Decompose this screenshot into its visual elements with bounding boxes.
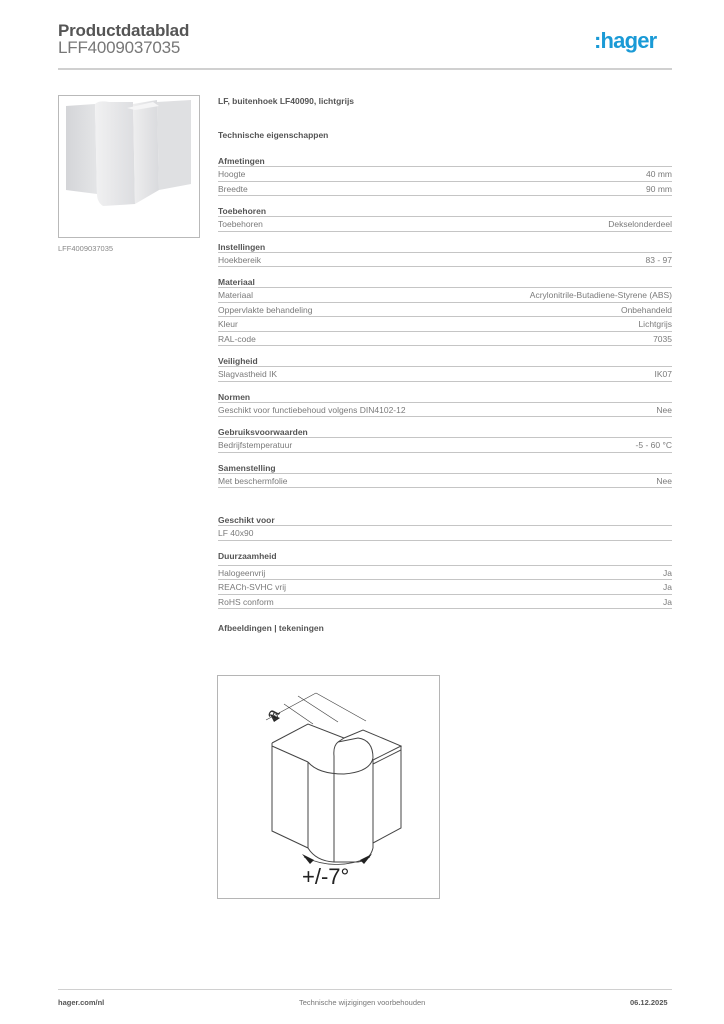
spec-value: Onbehandeld xyxy=(620,304,672,315)
spec-value: 7035 xyxy=(653,333,672,344)
group-veiligheid xyxy=(218,356,672,382)
spec-value: Acrylonitrile-Butadiene-Styrene (ABS) xyxy=(529,290,672,300)
spec-label: Bedrijfstemperatuur xyxy=(218,440,293,450)
footer-divider xyxy=(58,989,672,990)
thumbnail-caption: LFF4009037035 xyxy=(58,244,114,253)
group-geschikt-voor xyxy=(218,515,672,541)
product-thumbnail xyxy=(58,95,200,238)
spec-value: Ja xyxy=(663,596,672,607)
angle-label: +/-7° xyxy=(302,864,350,889)
section-spacer xyxy=(218,498,672,515)
spec-row xyxy=(218,526,672,541)
spec-value: Dekselonderdeel xyxy=(608,219,672,229)
spec-value: Lichtgrijs xyxy=(638,319,672,329)
spec-label: REACh-SVHC vrij xyxy=(218,582,287,592)
spec-row xyxy=(218,438,672,453)
spec-value: 83 - 97 xyxy=(645,254,672,265)
spec-value: Nee xyxy=(656,404,672,415)
product-name: LF, buitenhoek LF40090, lichtgrijs xyxy=(218,96,355,106)
spec-label: LF 40x90 xyxy=(218,528,254,538)
spec-row xyxy=(218,182,672,197)
footer-notice: Technische wijzigingen voorbehouden xyxy=(299,998,426,1007)
group-samenstelling xyxy=(218,463,672,489)
group-toebehoren xyxy=(218,206,672,232)
document-title: Productdatablad xyxy=(58,21,190,40)
spec-row xyxy=(218,474,672,489)
spec-row xyxy=(218,303,672,318)
main-content xyxy=(218,96,672,633)
group-title: Materiaal xyxy=(218,277,672,288)
spec-value: Ja xyxy=(663,582,672,592)
drawings-heading: Afbeeldingen | tekeningen xyxy=(218,623,324,633)
spec-row xyxy=(218,580,672,595)
footer-date: 06.12.2025 xyxy=(630,998,668,1007)
group-normen xyxy=(218,392,672,418)
dimension-label: a xyxy=(261,705,284,724)
spec-row xyxy=(218,595,672,610)
spec-label: Oppervlakte behandeling xyxy=(218,304,313,315)
group-title: Samenstelling xyxy=(218,463,672,474)
spec-label: Met beschermfolie xyxy=(218,475,288,486)
group-title: Geschikt voor xyxy=(218,515,672,526)
group-title: Veiligheid xyxy=(218,356,672,367)
spec-label: Geschikt voor functiebehoud volgens DIN4102-12 xyxy=(218,404,406,415)
spec-value: 90 mm xyxy=(646,183,672,194)
spec-value: Nee xyxy=(656,475,672,486)
group-title: Instellingen xyxy=(218,242,672,253)
group-instellingen xyxy=(218,242,672,268)
tech-properties-heading: Technische eigenschappen xyxy=(218,130,329,140)
spec-value: -5 - 60 °C xyxy=(635,440,672,450)
spec-label: RoHS conform xyxy=(218,596,274,607)
spec-label: RAL-code xyxy=(218,333,256,344)
spec-row xyxy=(218,317,672,332)
group-duurzaamheid xyxy=(218,551,672,610)
spec-row xyxy=(218,367,672,382)
spec-row xyxy=(218,253,672,268)
spec-label: Hoogte xyxy=(218,169,246,179)
spec-label: Materiaal xyxy=(218,290,253,300)
spec-row xyxy=(218,332,672,347)
group-title: Afmetingen xyxy=(218,156,672,167)
spec-value: Ja xyxy=(663,567,672,578)
group-gebruiksvoorwaarden xyxy=(218,427,672,453)
technical-drawing xyxy=(217,675,440,899)
spec-row xyxy=(218,167,672,182)
group-materiaal xyxy=(218,277,672,346)
website-link[interactable]: hager.com/nl xyxy=(58,998,105,1007)
spec-row xyxy=(218,288,672,303)
header-divider xyxy=(58,68,672,70)
spec-row xyxy=(218,403,672,418)
group-title: Toebehoren xyxy=(218,206,672,217)
group-title: Normen xyxy=(218,392,672,403)
spec-row xyxy=(218,217,672,232)
spec-label: Kleur xyxy=(218,319,238,329)
group-title: Duurzaamheid xyxy=(218,551,672,566)
hager-logo: :hager xyxy=(594,28,657,53)
spec-row xyxy=(218,566,672,581)
spec-label: Hoekbereik xyxy=(218,254,261,265)
spec-label: Slagvastheid IK xyxy=(218,369,278,379)
product-id: LFF4009037035 xyxy=(58,38,181,57)
spec-value: 40 mm xyxy=(646,169,672,179)
spec-value: IK07 xyxy=(654,369,672,379)
spec-label: Halogeenvrij xyxy=(218,567,266,578)
product-photo-icon xyxy=(61,98,197,235)
spec-label: Breedte xyxy=(218,183,248,194)
spec-label: Toebehoren xyxy=(218,219,263,229)
group-afmetingen xyxy=(218,156,672,196)
group-title: Gebruiksvoorwaarden xyxy=(218,427,672,438)
